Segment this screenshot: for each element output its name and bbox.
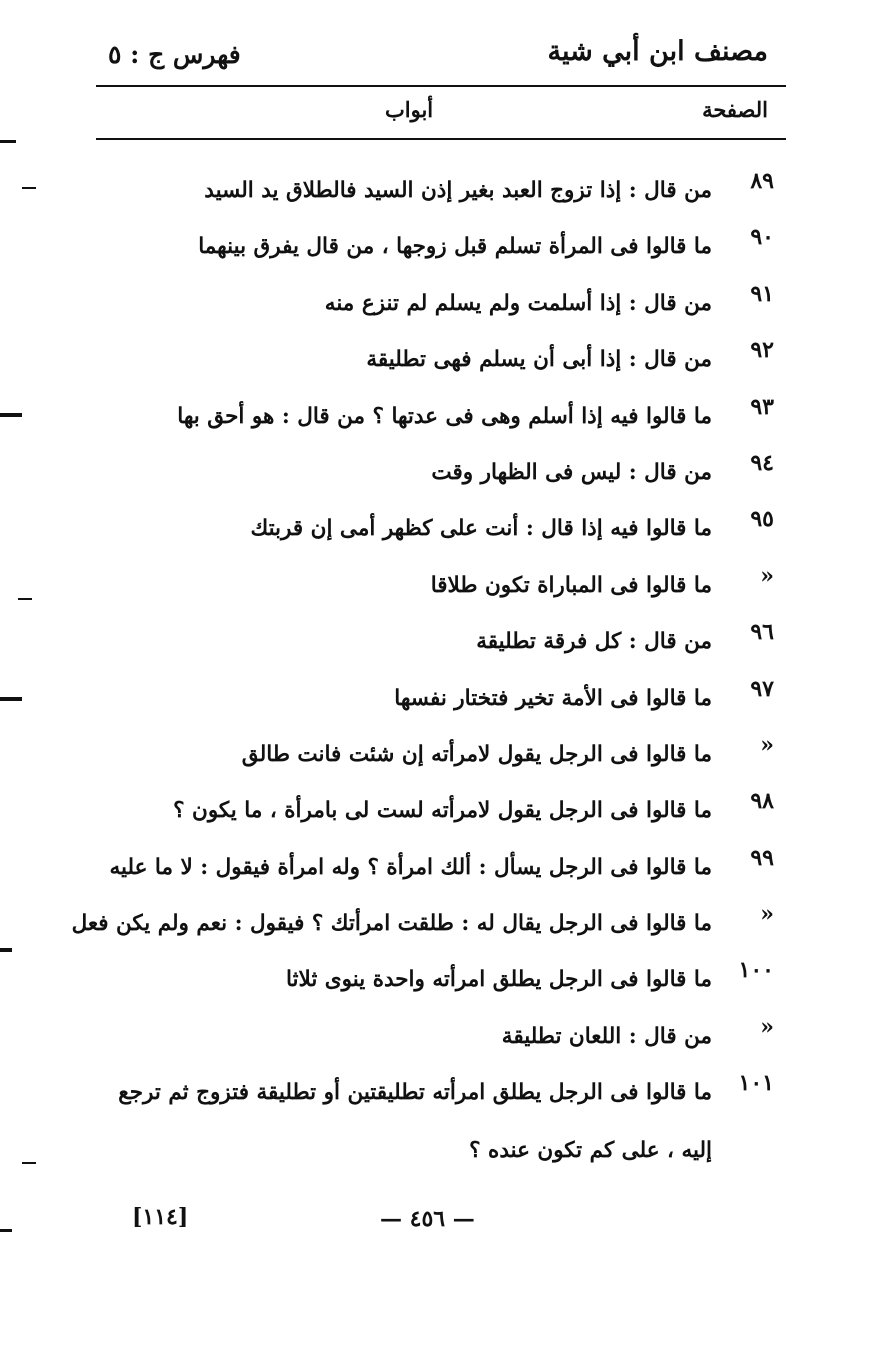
- index-label: فهرس ج : ٥: [108, 40, 241, 69]
- index-entry: [94, 1064, 774, 1180]
- entry-title: ما قالوا فى الأمة تخير فتختار نفسها: [394, 685, 712, 711]
- edge-mark: [0, 413, 22, 417]
- entry-title: ما قالوا فى الرجل يسأل : ألك امرأة ؟ وله امرأة فيقول : لا ما عليه: [109, 854, 712, 880]
- index-entry: [94, 218, 774, 274]
- column-header-page: الصفحة: [702, 97, 768, 122]
- edge-mark: [22, 1162, 36, 1164]
- entry-page: «: [760, 901, 774, 928]
- edge-mark: [18, 598, 32, 600]
- entry-title: ما قالوا فى الرجل يقال له : طلقت امرأتك ؟ فيقول : نعم ولم يكن فعل: [71, 911, 712, 937]
- index-entry: [94, 500, 774, 556]
- index-entry: [94, 1008, 774, 1064]
- entry-page: ١٠١: [738, 1070, 774, 1097]
- header-rule: [96, 85, 786, 87]
- entry-page: ٨٩: [750, 168, 774, 194]
- entry-title: ما قالوا فيه إذا أسلم وهى فى عدتها ؟ من قال : هو أحق بها: [177, 403, 712, 429]
- entry-title: ما قالوا فى الرجل يطلق امرأته تطليقتين أو تطليقة فتزوج ثم ترجع إليه ، على كم تكون عنده ؟: [118, 1080, 712, 1164]
- entry-title: ما قالوا فى المرأة تسلم قبل زوجها ، من قال يفرق بينهما: [198, 234, 712, 260]
- index-entry: [94, 331, 774, 387]
- index-entry: [94, 444, 774, 500]
- entry-page: ٩١: [750, 280, 774, 307]
- entry-page: ٩٣: [750, 393, 774, 420]
- entry-title: ما قالوا فى الرجل يقول لامرأته لست لى بامرأة ، ما يكون ؟: [173, 798, 712, 824]
- entry-page: ٩٨: [750, 788, 774, 815]
- entry-page: «: [760, 562, 774, 589]
- entry-title: ما قالوا فى الرجل يطلق امرأته واحدة ينوى ثلاثا: [285, 967, 712, 993]
- index-entry: [94, 782, 774, 838]
- entry-page: ٩٠: [750, 224, 774, 251]
- edge-mark: [0, 1229, 12, 1232]
- entry-title: ما قالوا فى المباراة تكون طلاقا: [430, 572, 712, 598]
- page-number: — ٤٥٦ —: [380, 1206, 475, 1232]
- entry-page: ٩٤: [750, 449, 774, 476]
- entry-page: ٩٦: [750, 619, 774, 646]
- column-header-chapters: أبواب: [385, 97, 434, 122]
- index-entry: [94, 557, 774, 613]
- entry-title: من قال : إذا أبى أن يسلم فهى تطليقة: [366, 347, 712, 373]
- book-title: مصنف ابن أبي شية: [547, 36, 768, 67]
- entry-title: من قال : إذا تزوج العبد بغير إذن السيد فالطلاق يد السيد: [204, 178, 712, 203]
- entry-title: من قال : ليس فى الظهار وقت: [431, 459, 712, 485]
- entry-title: ما قالوا فى الرجل يقول لامرأته إن شئت فانت طالق: [241, 741, 712, 767]
- entry-page: «: [760, 1013, 774, 1040]
- entry-page: ٩٧: [750, 675, 774, 702]
- entry-title: من قال : إذا أسلمت ولم يسلم لم تنزع منه: [324, 290, 712, 316]
- signature-mark: [١١٤]: [132, 1204, 189, 1230]
- entry-title: من قال : كل فرقة تطليقة: [476, 629, 712, 655]
- index-entry: [94, 162, 774, 218]
- index-entry: [94, 613, 774, 669]
- entry-page: ٩٥: [750, 506, 774, 533]
- index-entry: [94, 388, 774, 444]
- edge-mark: [0, 140, 16, 143]
- index-entry: [94, 726, 774, 782]
- index-entry: [94, 670, 774, 726]
- index-entry: [94, 275, 774, 331]
- edge-mark: [0, 948, 12, 952]
- index-entries: [71, 162, 774, 1180]
- entry-page: «: [760, 731, 774, 758]
- column-header-rule: [96, 138, 786, 140]
- index-entry: [94, 839, 774, 895]
- index-entry: [71, 895, 774, 951]
- index-entry: [94, 951, 774, 1007]
- entry-title: ما قالوا فيه إذا قال : أنت على كظهر أمى إن قربتك: [250, 516, 712, 542]
- entry-page: ١٠٠: [738, 957, 774, 984]
- edge-mark: [22, 187, 36, 189]
- entry-page: ٩٢: [750, 337, 774, 364]
- edge-mark: [0, 697, 22, 701]
- entry-page: ٩٩: [750, 844, 774, 871]
- entry-title: من قال : اللعان تطليقة: [501, 1023, 712, 1049]
